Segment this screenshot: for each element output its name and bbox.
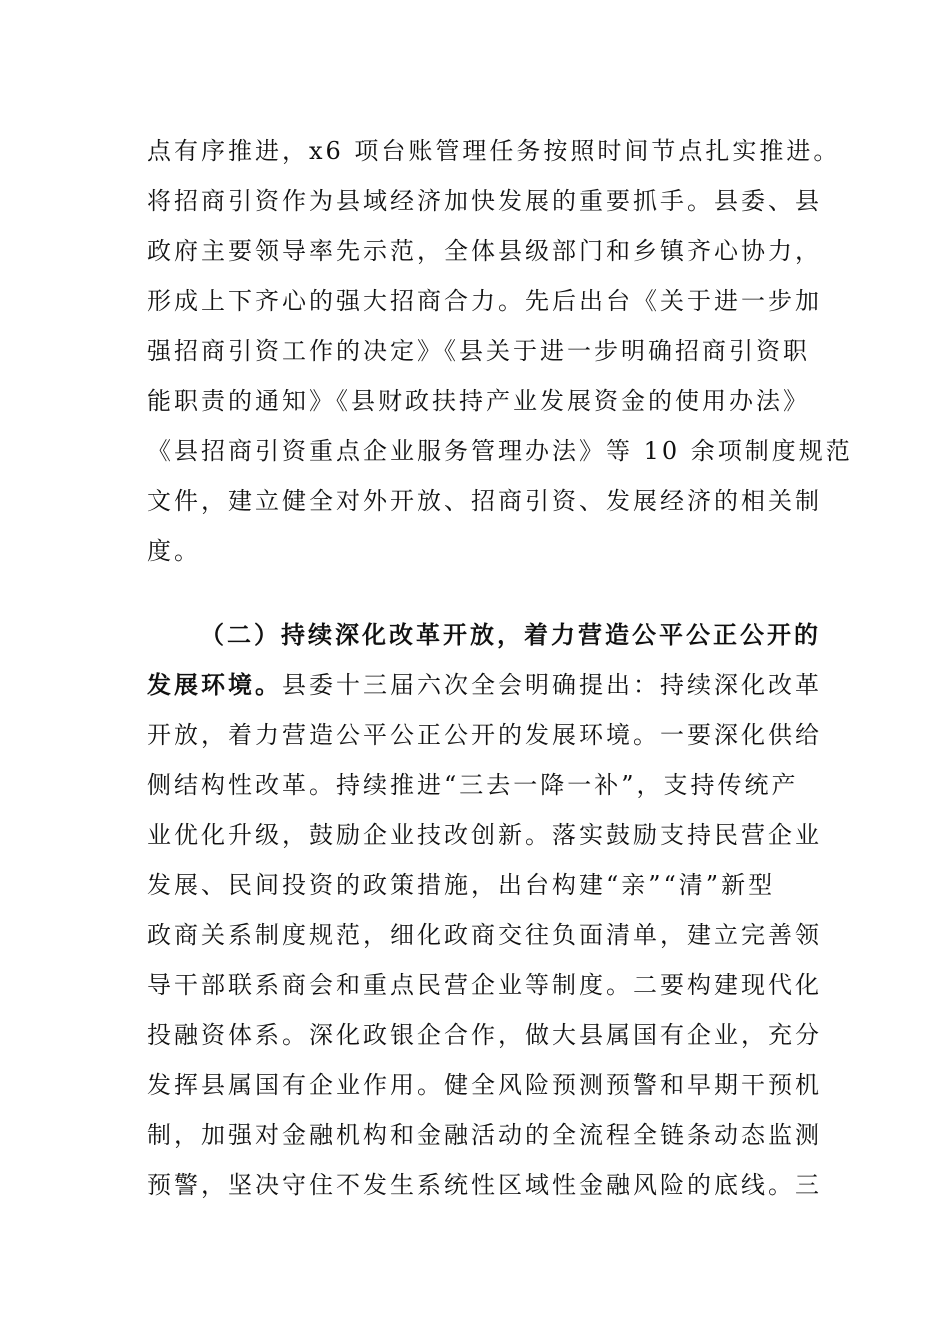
text-line: 侧结构性改革。持续推进“三去一降一补”，支持传统产 <box>147 771 799 799</box>
text-line: 形成上下齐心的强大招商合力。先后出台《关于进一步加 <box>147 287 822 315</box>
text-line <box>147 668 822 702</box>
section-heading-end: 发展环境。 <box>147 671 282 699</box>
section-text-start: 县委十三届六次全会明确提出：持续深化改革 <box>282 671 822 699</box>
text-line: 预警，坚决守住不发生系统性区域性金融风险的底线。三 <box>147 1171 822 1199</box>
text-line: 发展、民间投资的政策措施，出台构建“亲”“清”新型 <box>147 871 776 899</box>
text-line: 投融资体系。深化政银企合作，做大县属国有企业，充分 <box>147 1021 822 1049</box>
text-line: 导干部联系商会和重点民营企业等制度。二要构建现代化 <box>147 971 822 999</box>
text-line: 开放，着力营造公平公正公开的发展环境。一要深化供给 <box>147 721 822 749</box>
text-line: 点有序推进，x6 项台账管理任务按照时间节点扎实推进。 <box>147 137 841 165</box>
text-line: 政府主要领导率先示范，全体县级部门和乡镇齐心协力， <box>147 237 822 265</box>
text-line: 发挥县属国有企业作用。健全风险预测预警和早期干预机 <box>147 1071 822 1099</box>
text-line: 强招商引资工作的决定》《县关于进一步明确招商引资职 <box>147 337 810 365</box>
text-line: 文件，建立健全对外开放、招商引资、发展经济的相关制 <box>147 487 822 515</box>
text-line: 《县招商引资重点企业服务管理办法》等 10 余项制度规范 <box>147 437 853 465</box>
text-line: 制，加强对金融机构和金融活动的全流程全链条动态监测 <box>147 1121 822 1149</box>
text-line: 业优化升级，鼓励企业技改创新。落实鼓励支持民营企业 <box>147 821 822 849</box>
text-line: 度。 <box>147 537 201 565</box>
text-line: 将招商引资作为县域经济加快发展的重要抓手。县委、县 <box>147 187 822 215</box>
section-heading: （二）持续深化改革开放，着力营造公平公正公开的 <box>200 621 821 649</box>
text-line: 政商关系制度规范，细化政商交往负面清单，建立完善领 <box>147 921 822 949</box>
text-line: 能职责的通知》《县财政扶持产业发展资金的使用办法》 <box>147 387 810 415</box>
